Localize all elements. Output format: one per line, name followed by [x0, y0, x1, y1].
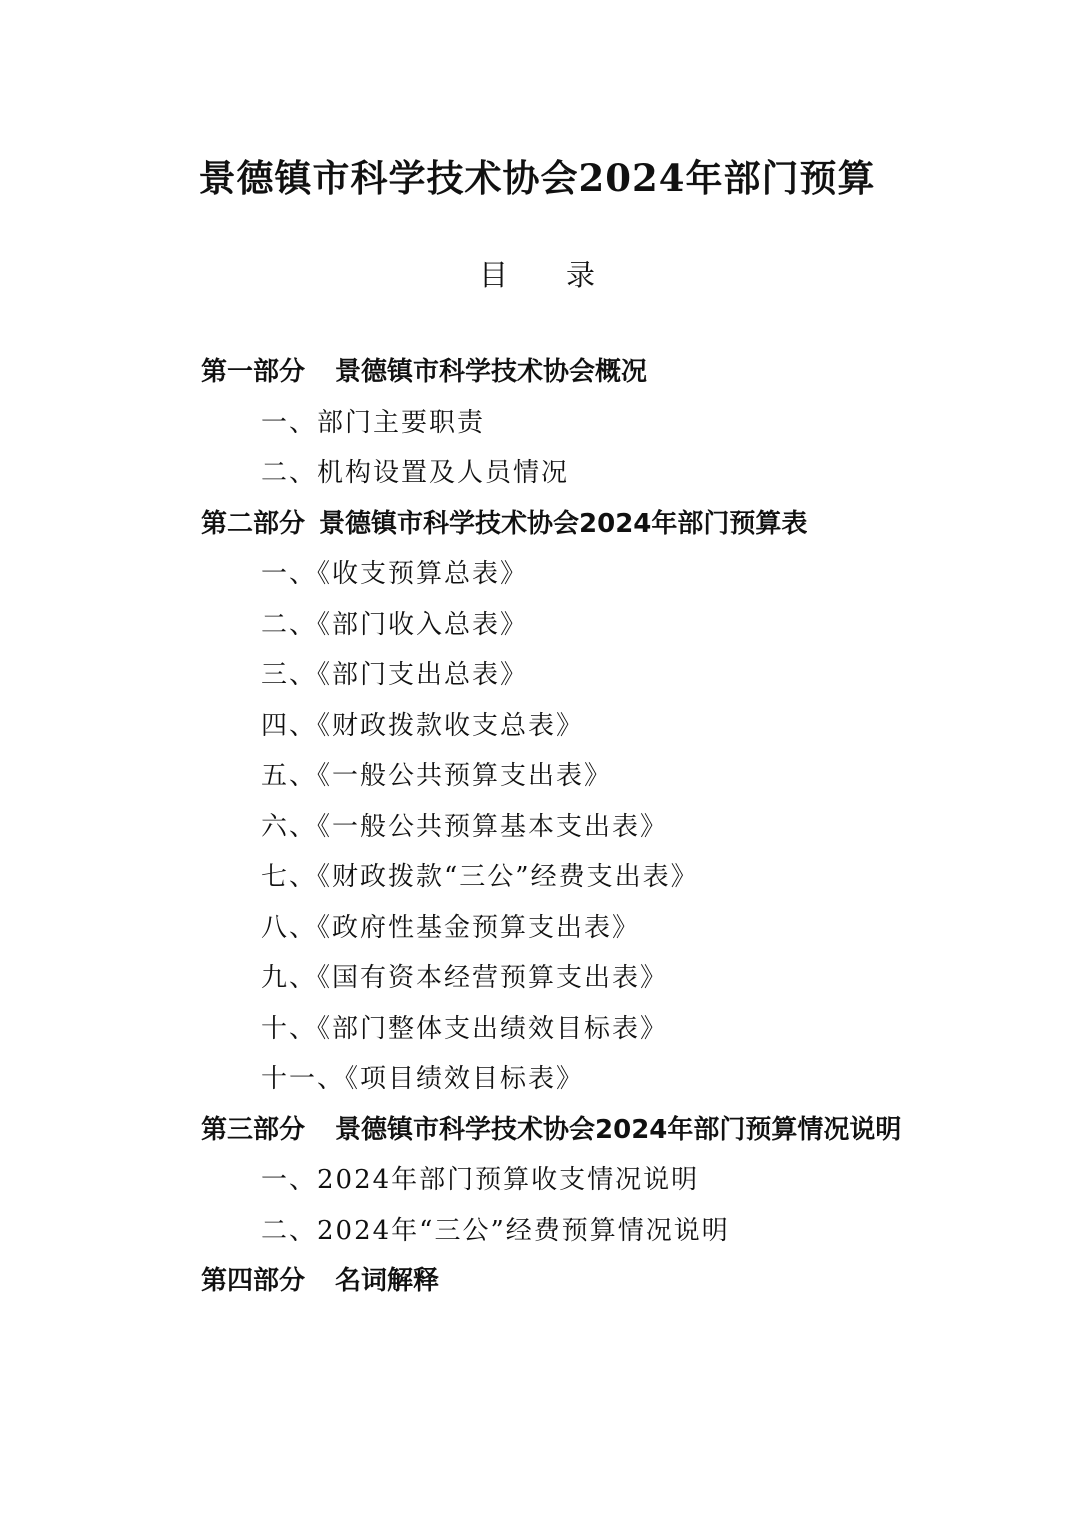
toc-item: 二、机构设置及人员情况: [261, 458, 570, 488]
toc-part-title: 景德镇市科学技术协会概况: [335, 357, 648, 387]
toc-part-1: [0, 347, 1074, 398]
toc-item: 三、《部门支出总表》: [261, 660, 529, 690]
document-title: 景德镇市科学技术协会2024年部门预算: [198, 156, 876, 200]
toc-heading: [0, 254, 1074, 296]
toc-part-2: [0, 499, 1074, 550]
toc-part-label: 第三部分: [201, 1114, 306, 1145]
toc-part-4: [0, 1256, 1074, 1307]
toc-item: 六、《一般公共预算基本支出表》: [261, 811, 669, 842]
toc-item: 五、《一般公共预算支出表》: [261, 761, 613, 791]
toc-item: 八、《政府性基金预算支出表》: [261, 912, 641, 943]
toc-part-label: 第一部分: [201, 357, 306, 387]
toc-item: 二、《部门收入总表》: [261, 609, 529, 640]
toc-part-3: [0, 1105, 1074, 1156]
toc-item: 四、《财政拨款收支总表》: [261, 710, 585, 741]
toc-heading-char-2: 录: [566, 258, 596, 292]
toc-item: 一、2024年部门预算收支情况说明: [261, 1165, 700, 1195]
toc-item: 一、《收支预算总表》: [261, 559, 529, 589]
toc-item: 二、2024年“三公”经费预算情况说明: [261, 1215, 730, 1246]
toc-part-title: 景德镇市科学技术协会2024年部门预算表: [319, 508, 808, 539]
toc-item: 一、部门主要职责: [261, 407, 486, 438]
toc-heading-char-1: 目: [478, 258, 508, 292]
toc-item: 十一、《项目绩效目标表》: [261, 1064, 585, 1094]
toc-item: 七、《财政拨款“三公”经费支出表》: [261, 862, 699, 892]
toc-part-label: 第四部分: [201, 1266, 306, 1296]
table-of-contents: [0, 347, 1074, 1307]
toc-part-label: 第二部分: [201, 508, 306, 539]
toc-item: 十、《部门整体支出绩效目标表》: [261, 1013, 669, 1044]
toc-item: 九、《国有资本经营预算支出表》: [261, 963, 669, 993]
toc-part-title: 景德镇市科学技术协会2024年部门预算情况说明: [335, 1114, 902, 1145]
toc-part-title: 名词解释: [335, 1266, 440, 1296]
